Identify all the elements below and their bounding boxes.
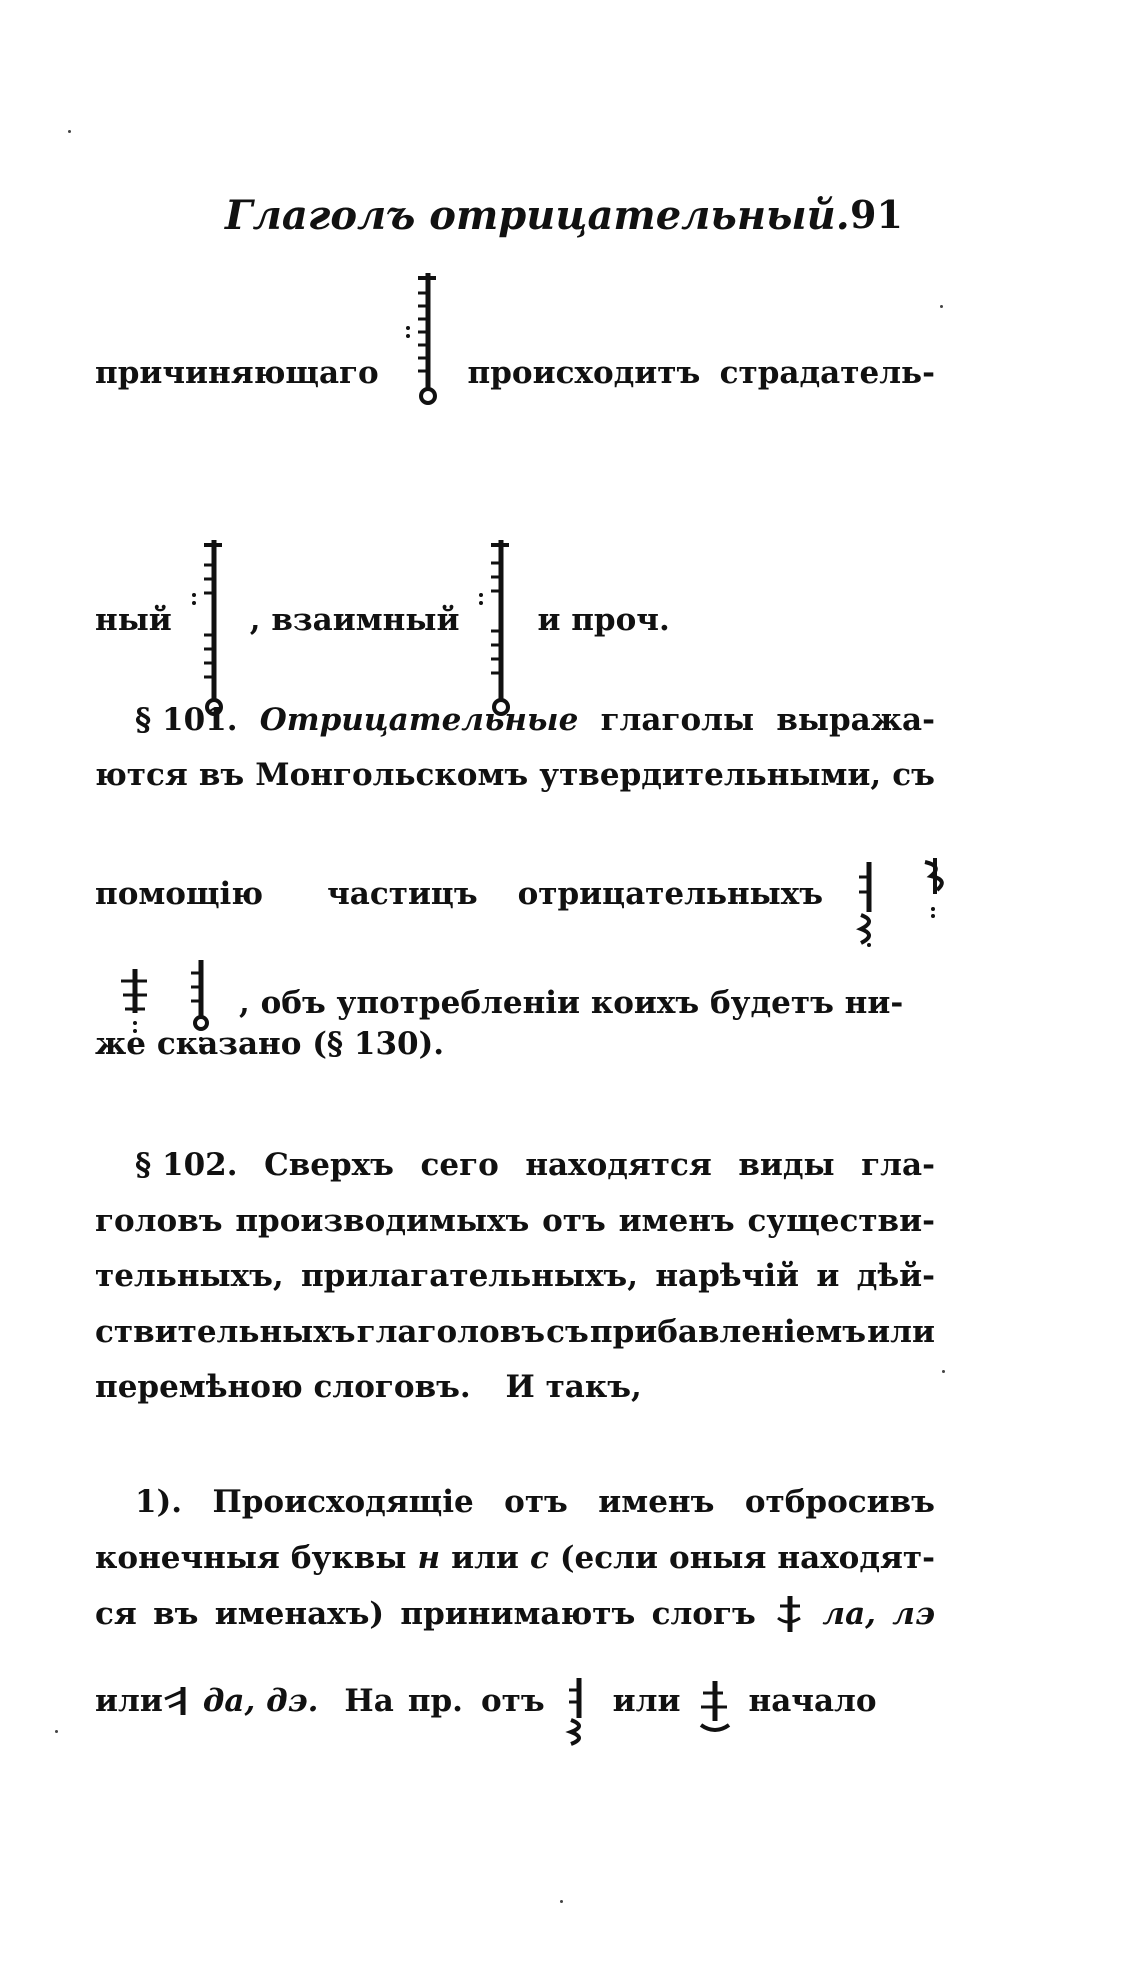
text-line <box>95 1310 935 1354</box>
text-line <box>95 753 935 797</box>
scan-speck <box>940 305 943 308</box>
word: именъ <box>618 1203 735 1239</box>
word: находятся <box>525 1147 712 1183</box>
word: Происходящіе <box>212 1484 474 1520</box>
word: нарѣчій <box>655 1258 800 1294</box>
word: ла, <box>822 1596 876 1632</box>
text-run: И такъ, <box>505 1369 642 1405</box>
word: или <box>867 1314 935 1350</box>
word: да, дэ. <box>202 1683 319 1719</box>
text-run: же сказано (§ 130). <box>95 1026 445 1062</box>
mongolian-script-word <box>398 268 448 418</box>
word: (если <box>559 1540 658 1576</box>
word: с <box>529 1540 549 1576</box>
word: отъ <box>480 1683 545 1719</box>
text-line <box>95 835 935 952</box>
word: или <box>95 1683 163 1719</box>
text-line <box>95 328 935 418</box>
word: съ <box>892 757 935 793</box>
word: тельныхъ, <box>95 1258 284 1294</box>
text-line <box>95 515 935 725</box>
mongolian-script-word <box>473 535 523 725</box>
word: ются <box>95 757 188 793</box>
word: Сверхъ <box>264 1147 394 1183</box>
word: ся <box>95 1596 137 1632</box>
word: пр. <box>407 1683 463 1719</box>
word: происходитъ <box>467 355 701 391</box>
word: глаголовъ <box>356 1314 546 1350</box>
text-run: , объ употребленіи коихъ будетъ ни- <box>239 984 904 1021</box>
word: Монгольскомъ <box>255 757 529 793</box>
word: находят- <box>777 1540 935 1576</box>
word: глаголы <box>600 702 755 738</box>
word: утвердительными, <box>539 757 882 793</box>
word: производимыхъ <box>235 1203 530 1239</box>
word: принимаютъ <box>400 1596 636 1632</box>
word: помощію <box>95 875 264 912</box>
word: сего <box>420 1147 499 1183</box>
word: отъ <box>542 1203 606 1239</box>
mongolian-script-word <box>849 857 889 952</box>
word: страдатель- <box>719 355 935 391</box>
mongolian-script-word <box>913 854 953 924</box>
text-line <box>95 1648 935 1754</box>
word: лэ <box>892 1596 935 1632</box>
mongolian-script-syllable <box>163 1681 193 1721</box>
word: именъ <box>598 1484 715 1520</box>
word: частицъ <box>327 875 478 912</box>
word: конечныя <box>95 1540 280 1576</box>
text-line <box>95 1022 935 1066</box>
item-number: 1). <box>135 1484 183 1520</box>
word: отрицательныхъ <box>517 875 824 912</box>
word: въ <box>153 1596 199 1632</box>
word: отбросивъ <box>744 1484 935 1520</box>
word: и проч. <box>537 602 670 638</box>
text-run: перемѣною слоговъ. <box>95 1369 471 1405</box>
word: или <box>612 1683 681 1719</box>
word: На <box>344 1683 394 1719</box>
scan-speck <box>68 130 71 133</box>
mongolian-script-word <box>559 1674 599 1754</box>
word: причиняющаго <box>95 355 379 391</box>
word: существи- <box>747 1203 935 1239</box>
text-line <box>95 1143 935 1187</box>
word: начало <box>748 1683 877 1719</box>
scan-speck <box>560 1900 563 1903</box>
word: въ <box>198 757 245 793</box>
word: ствительныхъ <box>95 1314 356 1350</box>
section-number: § 101. <box>135 702 238 738</box>
text-line <box>95 1480 935 1524</box>
text-line <box>95 1199 935 1243</box>
mongolian-script-word <box>186 535 236 725</box>
word: , взаимный <box>249 602 460 638</box>
section-number: § 102. <box>135 1147 238 1183</box>
word: ный <box>95 602 172 638</box>
word: или <box>451 1540 519 1576</box>
word: дѣй- <box>856 1258 935 1294</box>
text-line <box>95 1592 935 1636</box>
text-line <box>95 1365 935 1409</box>
mongolian-script-syllable <box>772 1592 806 1636</box>
mongolian-script-word <box>695 1677 735 1741</box>
word: оныя <box>669 1540 767 1576</box>
word: выража- <box>776 702 935 738</box>
word: и <box>816 1258 840 1294</box>
word: прибавленіемъ <box>589 1314 867 1350</box>
scan-speck <box>55 1730 58 1733</box>
word: именахъ) <box>214 1596 385 1632</box>
word: Отрицательные <box>259 702 579 738</box>
word: гла- <box>861 1147 935 1183</box>
text-line <box>95 1254 935 1298</box>
word: отъ <box>504 1484 568 1520</box>
word: головъ <box>95 1203 223 1239</box>
page-number: 91 <box>850 192 903 237</box>
word: буквы <box>290 1540 407 1576</box>
text-line <box>95 698 935 742</box>
word: съ <box>546 1314 589 1350</box>
word: прилагательныхъ, <box>300 1258 639 1294</box>
text-line <box>95 1536 935 1580</box>
scan-speck <box>942 1370 945 1373</box>
word: н <box>417 1540 441 1576</box>
word: виды <box>738 1147 835 1183</box>
running-title: Глаголъ отрицательный. <box>225 192 850 239</box>
word: слогъ <box>651 1596 756 1632</box>
